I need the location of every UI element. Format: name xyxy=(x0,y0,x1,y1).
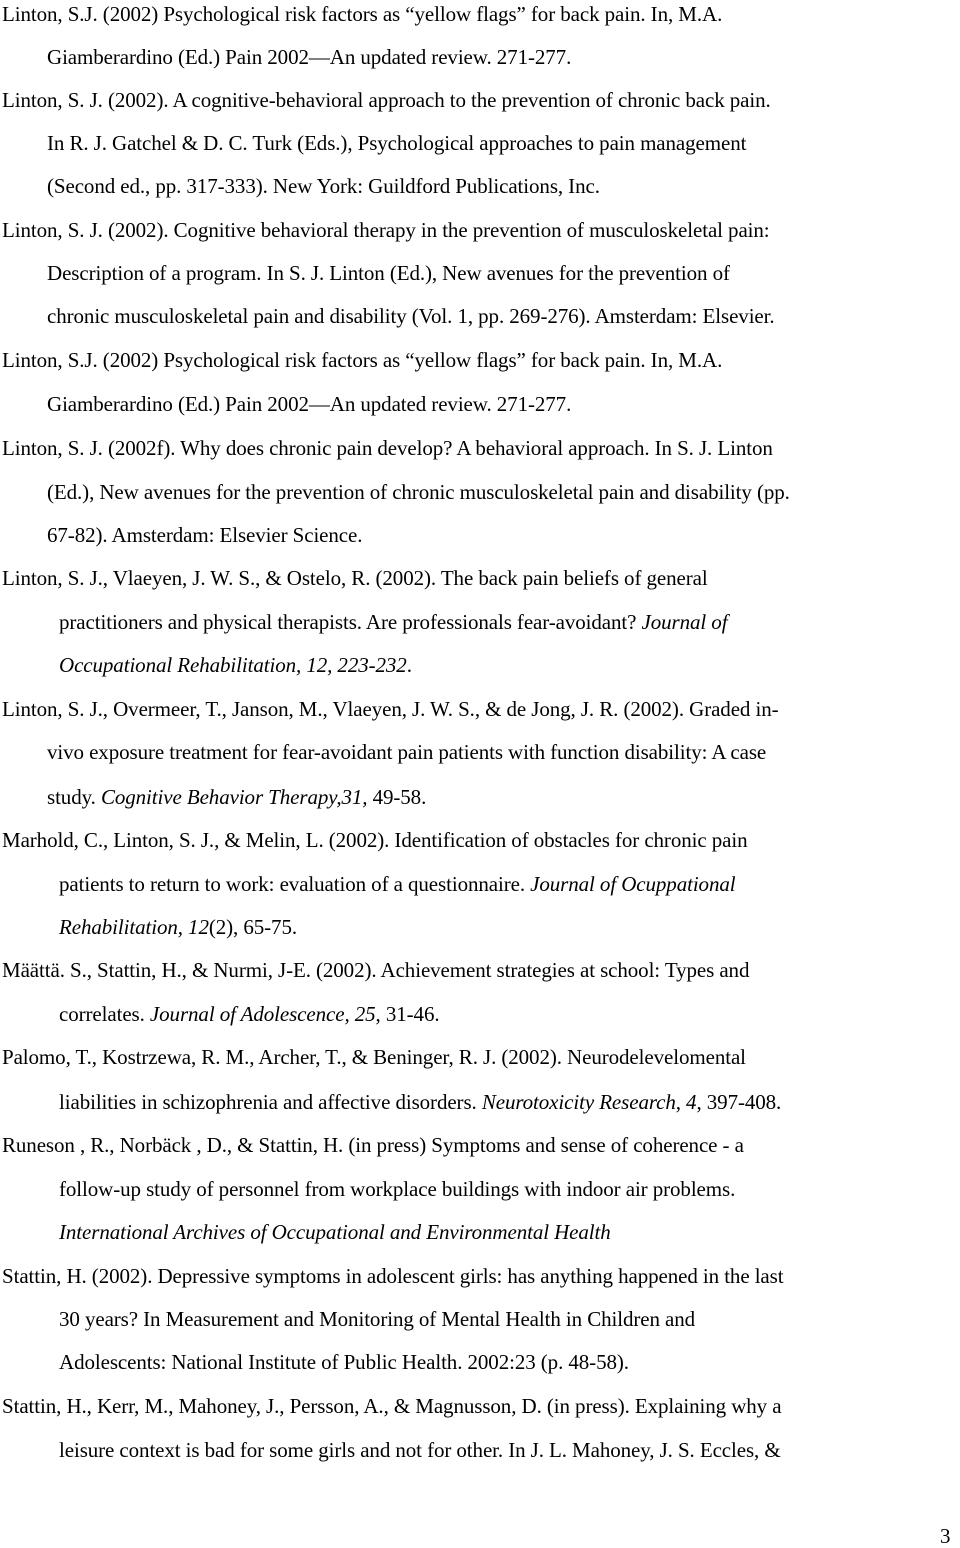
reference-line: Rehabilitation, 12(2), 65-75. xyxy=(59,915,297,939)
reference-line: Stattin, H. (2002). Depressive symptoms in adolescent girls: has anything happened in the last xyxy=(2,1264,784,1288)
journal-title: Rehabilitation, 12 xyxy=(59,915,209,939)
reference-line: 30 years? In Measurement and Monitoring of Mental Health in Children and xyxy=(59,1307,696,1331)
reference-line: chronic musculoskeletal pain and disability (Vol. 1, pp. 269-276). Amsterdam: Elsevier. xyxy=(47,304,775,328)
journal-title: Journal of Adolescence, 25 xyxy=(149,1002,376,1026)
reference-line: Linton, S. J. (2002). A cognitive-behavioral approach to the prevention of chronic back pain. xyxy=(2,88,771,112)
reference-line: Palomo, T., Kostrzewa, R. M., Archer, T., & Beninger, R. J. (2002). Neurodelevelomental xyxy=(2,1045,746,1069)
reference-line: In R. J. Gatchel & D. C. Turk (Eds.), Psychological approaches to pain management xyxy=(47,131,747,155)
reference-line: Occupational Rehabilitation, 12, 223-232. xyxy=(59,653,412,677)
reference-line: Linton, S. J., Vlaeyen, J. W. S., & Ostelo, R. (2002). The back pain beliefs of general xyxy=(2,566,708,590)
reference-line: vivo exposure treatment for fear-avoidant pain patients with function disability: A case xyxy=(47,740,767,764)
journal-title: International Archives of Occupational and Environmental Health xyxy=(59,1220,611,1244)
reference-line: Adolescents: National Institute of Public Health. 2002:23 (p. 48-58). xyxy=(59,1350,629,1374)
reference-line: follow-up study of personnel from workplace buildings with indoor air problems. xyxy=(59,1177,736,1201)
reference-line: patients to return to work: evaluation of a questionnaire. Journal of Ocuppational xyxy=(59,872,736,896)
reference-line: Marhold, C., Linton, S. J., & Melin, L. (2002). Identification of obstacles for chronic pain xyxy=(2,828,748,852)
journal-title: Neurotoxicity Research, 4 xyxy=(481,1090,697,1114)
journal-title: Cognitive Behavior Therapy,31, xyxy=(100,785,368,809)
reference-line: leisure context is bad for some girls and not for other. In J. L. Mahoney, J. S. Eccles, & xyxy=(59,1438,781,1462)
reference-line: liabilities in schizophrenia and affective disorders. Neurotoxicity Research, 4, 397-408. xyxy=(59,1090,782,1114)
page-number: 3 xyxy=(940,1524,951,1548)
reference-line: Linton, S. J., Overmeer, T., Janson, M., Vlaeyen, J. W. S., & de Jong, J. R. (2002). Graded in- xyxy=(2,697,779,721)
journal-title: Occupational Rehabilitation, 12, 223-232 xyxy=(59,653,407,677)
reference-line: Linton, S. J. (2002). Cognitive behavioral therapy in the prevention of musculoskeletal pain: xyxy=(2,218,770,242)
reference-line: Runeson , R., Norbäck , D., & Stattin, H. (in press) Symptoms and sense of coherence - a xyxy=(2,1133,744,1157)
reference-line: correlates. Journal of Adolescence, 25, 31-46. xyxy=(59,1002,440,1026)
journal-title: Journal of Ocuppational xyxy=(530,872,736,896)
reference-line: Giamberardino (Ed.) Pain 2002—An updated review. 271-277. xyxy=(47,45,572,69)
reference-line: (Second ed., pp. 317-333). New York: Guildford Publications, Inc. xyxy=(47,174,600,198)
reference-line: Linton, S.J. (2002) Psychological risk factors as “yellow flags” for back pain. In, M.A. xyxy=(2,348,723,372)
reference-line: Giamberardino (Ed.) Pain 2002—An updated review. 271-277. xyxy=(47,392,572,416)
reference-line: Stattin, H., Kerr, M., Mahoney, J., Persson, A., & Magnusson, D. (in press). Explaining why a xyxy=(2,1394,782,1418)
reference-line xyxy=(59,1220,611,1246)
reference-line: (Ed.), New avenues for the prevention of chronic musculoskeletal pain and disability (pp. xyxy=(47,480,790,504)
reference-line: Määttä. S., Stattin, H., & Nurmi, J-E. (2002). Achievement strategies at school: Types and xyxy=(2,958,750,982)
reference-line: study. Cognitive Behavior Therapy,31, 49-58. xyxy=(47,785,427,809)
reference-line: practitioners and physical therapists. Are professionals fear-avoidant? Journal of xyxy=(59,610,728,634)
reference-line: 67-82). Amsterdam: Elsevier Science. xyxy=(47,523,363,547)
reference-line: Description of a program. In S. J. Linton (Ed.), New avenues for the prevention of xyxy=(47,261,730,285)
journal-title: Journal of xyxy=(641,610,728,634)
reference-line: Linton, S. J. (2002f). Why does chronic pain develop? A behavioral approach. In S. J. Linton xyxy=(2,436,773,460)
reference-line: Linton, S.J. (2002) Psychological risk factors as “yellow flags” for back pain. In, M.A. xyxy=(2,2,723,26)
